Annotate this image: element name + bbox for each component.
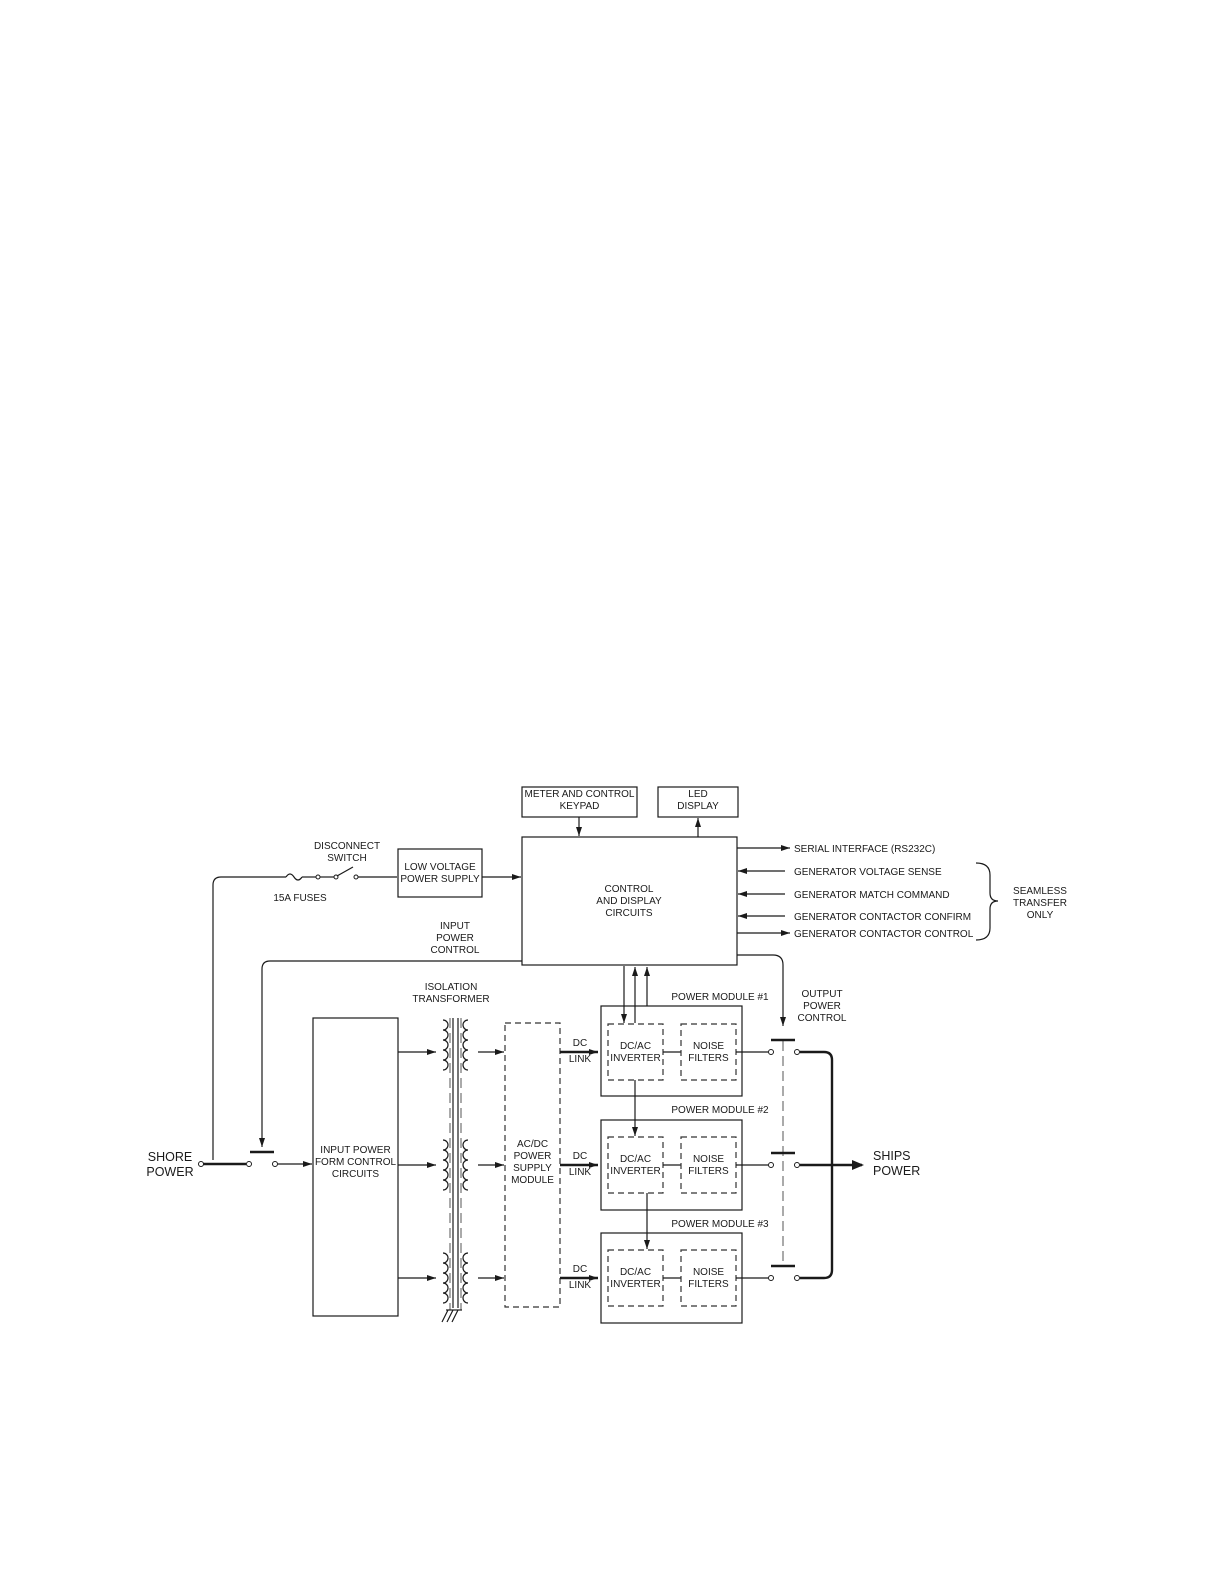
ground-mark-2	[447, 1310, 453, 1322]
input-form-label-3: CIRCUITS	[331, 1169, 380, 1180]
disconnect-label-1: DISCONNECT	[313, 841, 381, 852]
low-voltage-label-2: POWER SUPPLY	[400, 874, 480, 885]
isolation-label-1: ISOLATION	[424, 982, 478, 993]
acdc-label-3: SUPPLY	[513, 1163, 552, 1174]
input-form-label-1: INPUT POWER	[320, 1145, 391, 1156]
input-control-label-3: CONTROL	[430, 945, 480, 956]
seamless-label-2: TRANSFER	[1013, 898, 1067, 909]
input-control-label-2: POWER	[436, 933, 474, 944]
fuse-symbol	[286, 874, 302, 880]
input-form-label-2: FORM CONTROL	[314, 1157, 397, 1168]
ships-power-label-1: SHIPS	[873, 1149, 911, 1163]
output-contactor-2	[736, 1153, 800, 1168]
inverter-3-label-1: DC/AC	[619, 1267, 652, 1278]
filters-2-label-2: FILTERS	[688, 1166, 729, 1177]
dc-link-1-label-2: LINK	[568, 1054, 592, 1065]
input-control-label-1: INPUT	[440, 921, 470, 932]
dc-link-2-label-1: DC	[572, 1151, 588, 1162]
ships-power-arrowhead	[852, 1160, 864, 1170]
led-display-label-2: DISPLAY	[677, 801, 719, 812]
dc-link-2-label-2: LINK	[568, 1167, 592, 1178]
power-module-3	[601, 1233, 742, 1323]
signal-match-command: GENERATOR MATCH COMMAND	[794, 890, 950, 901]
filters-1-label-2: FILTERS	[688, 1053, 729, 1064]
switch-terminal-b	[354, 875, 358, 879]
meter-keypad-label-2: KEYPAD	[559, 801, 600, 812]
acdc-label-4: MODULE	[511, 1175, 554, 1186]
fuses-label: 15A FUSES	[273, 893, 327, 904]
inverter-2-label-2: INVERTER	[610, 1166, 661, 1177]
output-control-label-1: OUTPUT	[801, 989, 843, 1000]
led-display-label-1: LED	[688, 789, 708, 800]
shore-terminal	[199, 1162, 204, 1167]
dc-link-1-label-1: DC	[572, 1038, 588, 1049]
control-display-label-2: AND DISPLAY	[596, 896, 662, 907]
power-module-2	[601, 1120, 742, 1210]
output-control-label-3: CONTROL	[797, 1013, 847, 1024]
isolation-label-2: TRANSFORMER	[412, 994, 490, 1005]
signal-contactor-control: GENERATOR CONTACTOR CONTROL	[794, 929, 974, 940]
output-power-control-line	[737, 955, 783, 1026]
control-display-label-3: CIRCUITS	[605, 908, 653, 919]
inverter-1-label-1: DC/AC	[619, 1041, 652, 1052]
disconnect-switch-blade	[337, 867, 353, 876]
ground-mark-3	[452, 1310, 458, 1322]
seamless-brace	[976, 863, 998, 940]
contactor-terminal-b	[273, 1162, 278, 1167]
contactor-terminal-a	[247, 1162, 252, 1167]
inverter-2-label-1: DC/AC	[619, 1154, 652, 1165]
output-control-label-2: POWER	[803, 1001, 841, 1012]
isolation-transformer	[442, 1018, 468, 1322]
signal-voltage-sense: GENERATOR VOLTAGE SENSE	[794, 867, 942, 878]
low-voltage-label-1: LOW VOLTAGE	[404, 862, 476, 873]
acdc-module-block	[505, 1023, 560, 1307]
acdc-label-1: AC/DC	[516, 1139, 549, 1150]
control-display-label-1: CONTROL	[604, 884, 654, 895]
control-display-block	[522, 837, 737, 965]
shore-power-label-1: SHORE	[147, 1150, 193, 1164]
inverter-1-label-2: INVERTER	[610, 1053, 661, 1064]
filters-2-label-1: NOISE	[692, 1154, 725, 1165]
power-module-1-title: POWER MODULE #1	[671, 992, 769, 1003]
signal-serial: SERIAL INTERFACE (RS232C)	[794, 844, 936, 855]
low-voltage-block	[398, 849, 482, 897]
disconnect-label-2: SWITCH	[327, 853, 367, 864]
signal-contactor-confirm: GENERATOR CONTACTOR CONFIRM	[794, 912, 972, 923]
acdc-label-2: POWER	[513, 1151, 552, 1162]
shore-power-label-2: POWER	[146, 1165, 194, 1179]
ships-power-label-2: POWER	[873, 1164, 921, 1178]
input-power-form-block	[313, 1018, 398, 1316]
power-module-3-title: POWER MODULE #3	[671, 1219, 769, 1230]
seamless-label-3: ONLY	[1026, 910, 1054, 921]
ground-mark-1	[442, 1310, 448, 1322]
meter-keypad-label-1: METER AND CONTROL	[524, 789, 635, 800]
inverter-3-label-2: INVERTER	[610, 1279, 661, 1290]
meter-keypad-block	[522, 787, 637, 817]
fuse-terminal	[316, 875, 320, 879]
filters-1-label-1: NOISE	[692, 1041, 725, 1052]
led-display-block	[658, 787, 738, 817]
filters-3-label-1: NOISE	[692, 1267, 725, 1278]
output-contactor-1	[736, 1040, 800, 1055]
aux-feed-line	[213, 877, 286, 1160]
power-module-1	[601, 1006, 742, 1096]
output-contactor-3	[736, 1266, 800, 1281]
filters-3-label-2: FILTERS	[688, 1279, 729, 1290]
power-module-2-title: POWER MODULE #2	[671, 1105, 769, 1116]
seamless-label-1: SEAMLESS	[1013, 886, 1067, 897]
dc-link-3-label-2: LINK	[568, 1280, 592, 1291]
dc-link-3-label-1: DC	[572, 1264, 588, 1275]
